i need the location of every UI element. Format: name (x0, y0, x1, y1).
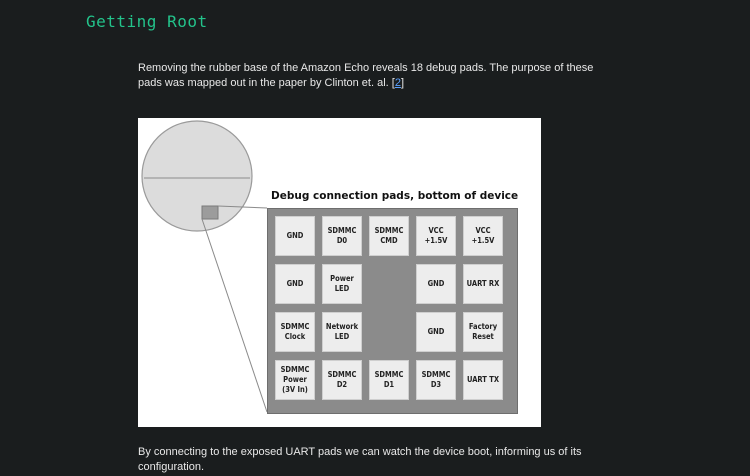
outro-paragraph: By connecting to the exposed UART pads we can watch the device boot, informing us of its configuration. (138, 446, 582, 473)
pad-board (267, 208, 518, 414)
pad-sdmmc-d2: SDMMC D2 (322, 360, 362, 400)
pad-power-led: Power LED (322, 264, 362, 304)
pad-sdmmc-cmd: SDMMC CMD (369, 216, 409, 256)
pad-gnd-1: GND (275, 216, 315, 256)
pad-sdmmc-d1: SDMMC D1 (369, 360, 409, 400)
pad-sdmmc-power: SDMMC Power (3V In) (275, 360, 315, 400)
section-heading: Getting Root (86, 12, 208, 31)
debug-pads-figure (138, 118, 541, 427)
pad-gnd-2: GND (275, 264, 315, 304)
pad-gnd-3: GND (416, 264, 456, 304)
pad-network-led: Network LED (322, 312, 362, 352)
intro-text: Removing the rubber base of the Amazon Echo reveals 18 debug pads. The purpose of these pads was mapped out in the paper by Clinton et. al. (138, 62, 594, 89)
pad-vcc-2: VCC +1.5V (463, 216, 503, 256)
pad-uart-tx: UART TX (463, 360, 503, 400)
pad-vcc-1: VCC +1.5V (416, 216, 456, 256)
device-base-circle (142, 121, 252, 231)
reference-link[interactable]: 2 (394, 77, 401, 89)
pad-uart-rx: UART RX (463, 264, 503, 304)
intro-paragraph: Removing the rubber base of the Amazon Echo reveals 18 debug pads. The purpose of these pads was mapped out in the paper by Clinton et. al. [2] (138, 62, 594, 89)
figure-title: Debug connection pads, bottom of device (271, 190, 519, 202)
pad-sdmmc-d3: SDMMC D3 (416, 360, 456, 400)
pad-sdmmc-clock: SDMMC Clock (275, 312, 315, 352)
pad-gnd-4: GND (416, 312, 456, 352)
callout-line-left (202, 219, 267, 412)
pad-area-marker (202, 206, 218, 219)
pad-factory-reset: Factory Reset (463, 312, 503, 352)
pad-sdmmc-d0: SDMMC D0 (322, 216, 362, 256)
